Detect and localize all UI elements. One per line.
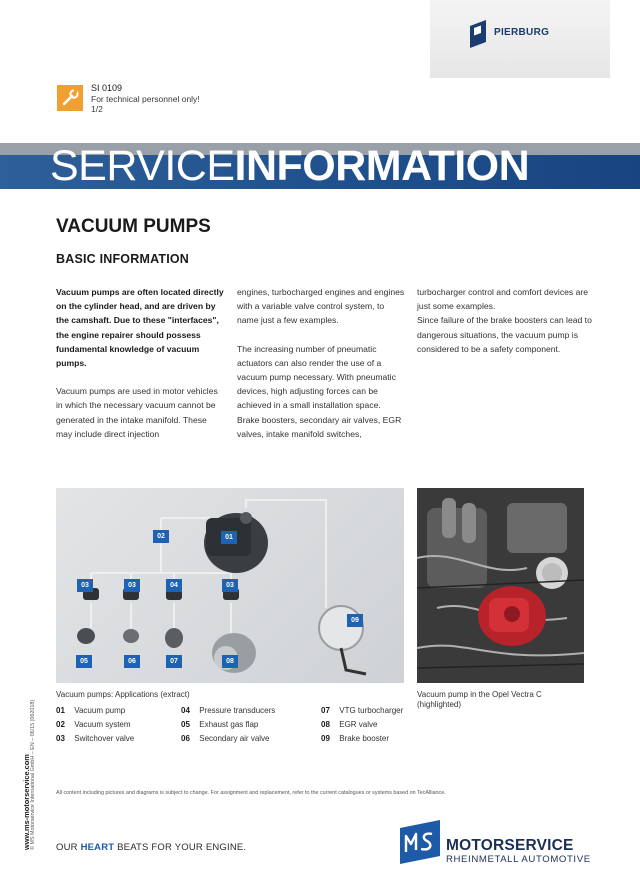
engine-illustration <box>417 488 584 683</box>
legend-item: 07 VTG turbocharger <box>321 706 404 715</box>
website-link[interactable]: www.ms-motorservice.com <box>22 754 31 850</box>
legend-item: 05 Exhaust gas flap <box>181 720 259 729</box>
page-number: 1/2 <box>91 104 103 114</box>
body-paragraph: engines, turbocharged engines and engines with a variable valve control system, to name just a few examples. <box>237 287 405 326</box>
copyright-note: © MS Motorservice International GmbH – EN – 06/15 (062018) <box>30 699 36 850</box>
legend-item: 09 Brake booster <box>321 734 390 743</box>
legend-item: 03 Switchover valve <box>56 734 135 743</box>
page-title: VACUUM PUMPS <box>56 216 211 237</box>
banner-title-bold: INFORMATION <box>234 142 530 190</box>
legend-item: 04 Pressure transducers <box>181 706 276 715</box>
legend-item: 02 Vacuum system <box>56 720 131 729</box>
diagram-badge: 03 <box>222 579 238 592</box>
legend-item: 06 Secondary air valve <box>181 734 270 743</box>
body-paragraph: Vacuum pumps are used in motor vehicles in which the necessary vacuum cannot be generated in the intake manifold. These may include direct injection <box>56 386 218 439</box>
banner-title <box>50 143 529 189</box>
diagram-caption: Vacuum pumps: Applications (extract) <box>56 690 190 699</box>
diagram-badge: 02 <box>153 530 169 543</box>
banner-title-thin: SERVICE <box>50 142 235 190</box>
service-information-banner <box>0 143 640 189</box>
diagram-badge: 04 <box>166 579 182 592</box>
diagram-badge: 03 <box>124 579 140 592</box>
pierburg-header <box>430 0 610 78</box>
diagram-badge: 07 <box>166 655 182 668</box>
legend-item: 01 Vacuum pump <box>56 706 126 715</box>
audience-note: For technical personnel only! <box>91 93 200 104</box>
slogan: OUR HEART BEATS FOR YOUR ENGINE. <box>56 842 247 853</box>
diagram-badge: 08 <box>222 655 238 668</box>
diagram-badge: 06 <box>124 655 140 668</box>
vacuum-system-diagram <box>56 488 404 683</box>
text-column-3 <box>417 285 592 370</box>
motorservice-brand: MOTORSERVICE <box>446 837 574 854</box>
si-code: SI 0109 <box>91 83 123 93</box>
page-subtitle: BASIC INFORMATION <box>56 252 190 266</box>
text-column-2 <box>237 285 405 455</box>
motorservice-subbrand: RHEINMETALL AUTOMOTIVE <box>446 854 591 865</box>
body-paragraph: turbocharger control and comfort devices are just some examples. <box>417 287 589 312</box>
si-meta <box>91 83 200 115</box>
pierburg-brand: PIERBURG <box>494 27 550 38</box>
highlighted-vacuum-pump <box>478 586 546 646</box>
photo-caption: Vacuum pump in the Opel Vectra C (highlighted) <box>417 690 542 709</box>
wrench-icon <box>57 85 83 111</box>
diagram-badge: 05 <box>76 655 92 668</box>
body-paragraph: Since failure of the brake boosters can lead to dangerous situations, the vacuum pump is considered to be a safety component. <box>417 315 592 354</box>
disclaimer: All content including pictures and diagrams is subject to change. For assignment and replacement, refer to the current catalogues or systems based on TecAlliance. <box>56 790 446 796</box>
diagram-badge: 03 <box>77 579 93 592</box>
engine-photo <box>417 488 584 683</box>
body-paragraph: The increasing number of pneumatic actuators can also render the use of a vacuum pump necessary. With pneumatic devices, high adjusting forces can be achieved in a small installation space. Brake boosters, secondary air valves, EGR valves, intake manifold switches, <box>237 343 402 439</box>
lead-paragraph: Vacuum pumps are often located directly on the cylinder head, and are driven by the camshaft. Due to these "interfaces", the engine repairer should possess fundamental knowledge of vacuum pumps. <box>56 287 224 369</box>
text-column-1 <box>56 285 224 455</box>
diagram-badge: 09 <box>347 614 363 627</box>
motorservice-logo-icon <box>400 820 440 864</box>
diagram-badge: 01 <box>221 531 237 544</box>
legend-item: 08 EGR valve <box>321 720 378 729</box>
pierburg-logo-icon <box>470 20 486 48</box>
slogan-heart: HEART <box>80 842 115 853</box>
